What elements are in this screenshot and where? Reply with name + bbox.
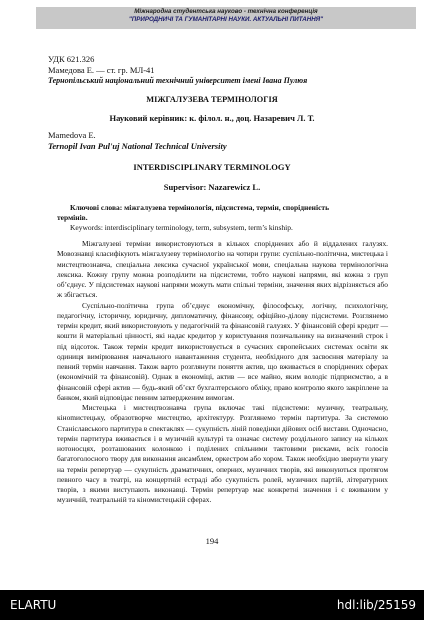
header-line-1: Міжнародна студентська науково - технічна конференція xyxy=(134,8,318,15)
affiliation-en: Ternopil Ivan Pul'uj National Technical University xyxy=(48,141,227,151)
footer-bar xyxy=(0,590,424,620)
keywords-ua-line-1: Ключові слова: міжгалузева термінологія, підсистема, термін, спорідненість xyxy=(70,203,330,212)
supervisor-en: Supervisor: Nazarewicz L. xyxy=(163,182,261,192)
keywords-en: Keywords: interdisciplinary terminology, term, subsystem, term’s kinship. xyxy=(70,223,293,232)
affiliation-ua: Тернопільський національний технічний університет імені Івана Пулюя xyxy=(48,76,308,85)
title-en: INTERDISCIPLINARY TERMINOLOGY xyxy=(133,162,291,172)
header-line-2: "ПРИРОДНИЧІ ТА ГУМАНІТАРНІ НАУКИ. АКТУАЛЬНІ ПИТАННЯ" xyxy=(128,16,324,23)
page-number: 194 xyxy=(205,536,219,546)
conference-header xyxy=(36,7,416,29)
supervisor-ua: Науковий керівник: к. філол. н., доц. Назаревич Л. Т. xyxy=(109,113,315,123)
keywords-ua-line-2: термінів. xyxy=(57,213,88,222)
body-text xyxy=(57,239,388,506)
udk-code: УДК 621.326 xyxy=(48,54,95,64)
paragraph: Мистецька і мистецтвознавча група включає такі підсистеми: музичну, театральну, кінomистецьку, образотворче мистецтво, архітектуру. Розглянемо термін партитура. За системою Станіславського партитура в спектаклях — сукупність ліній поведінки дійових осіб вистави. Одночасно, термін партитура вживається і в музичній культурі та означає систему роздільного запису на кількох нотоносцях, розташованих колонкою і поділених спільними тактовими рисками, всіх голосів багатоголосного твору для виконання ансамблем, оркестром або хором. Також необхідно звернути увагу на термін репертуар — сукупність драматичних, оперних, музичних творів, які виконуються протягом певного часу в театрі, на концертній естраді або сукупність ролей, музичних партій, літературних творів, з якими виступають виконавці. Термін репертуар має конкретні значення і є вживаним у музичній, театральній та кіномистецькій сферах. xyxy=(57,403,388,505)
author-ua: Мамедова Е. — ст. гр. МЛ-41 xyxy=(48,65,155,75)
footer-repository: ELARTU xyxy=(10,598,57,612)
paragraph: Суспільно-політична група об’єднує економічну, філософську, логічну, психологічну, педагогічну, історичну, юридичну, дипломатичну, фінансову, офіційно-ділову підсистеми. Розглянемо термін кредит, який використовують у педагогічній та фінансовій галузях. У фінансовій сфері кредит — кошти й матеріальні цінності, які надає кредитор у користування позичальнику на визначений строк і під відсоток. Також термін кредит використовується в сучасних європейських системах освіти як одиниця вимірювання навчального навантаження студента, необхідного для засвоєння матеріалу за певний термін навчання. Також варто розглянути поняття актив, що вживається в споріднених сферах (економічній та фінансовій). Однак в економіці, актив — все майно, яким володіє підприємство, а в фінансовій сфері актив — будь-який об’єкт бухгалтерського обліку, право контролю якого закріплене за банком, який відповідає певним затвердженим вимогам. xyxy=(57,300,388,402)
paragraph: Міжгалузеві терміни використовуються в кількох споріднених або й віддалених галузях. Мовознавці класифікують міжгалузеву термінологію на чотири групи: суспільно-політична, мистецька і мистецтвознавча, спеціальна лексика сучасної української мови, спеціальна наукова термінологічна лексика. Кожну групу можна розподілити на підсистеми, тобто наукові напрями, які кожна з груп об’єднує. У підсистемах наукові напрями можуть мати спільні терміни, значення яких відрізняється або ж збігається. xyxy=(57,239,388,300)
author-en: Mamedova E. xyxy=(48,130,96,140)
footer-handle-link[interactable]: hdl:lib/25159 xyxy=(336,598,416,612)
title-ua: МІЖГАЛУЗЕВА ТЕРМІНОЛОГІЯ xyxy=(146,95,278,104)
